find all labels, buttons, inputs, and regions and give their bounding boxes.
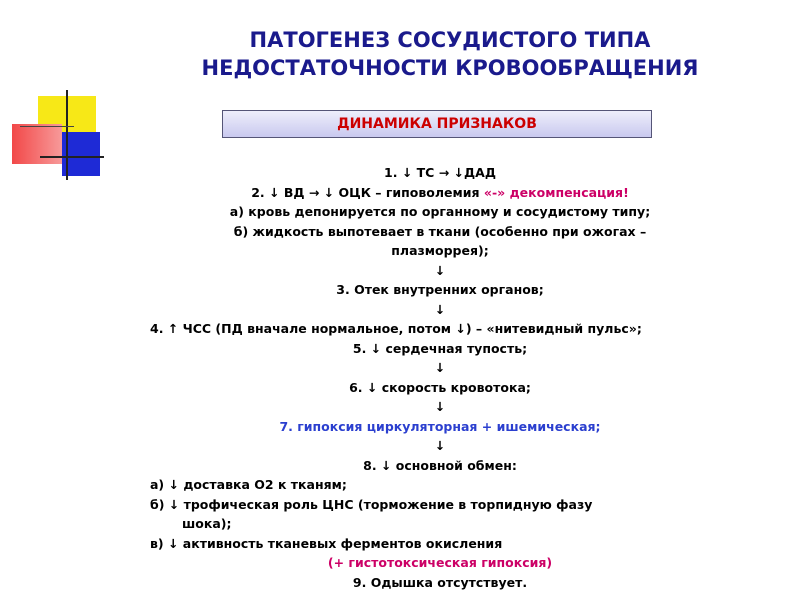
list-item: [150, 456, 730, 476]
page-title: [170, 26, 730, 82]
arrow-down-icon: [150, 397, 730, 417]
list-item-text: 6. ↓ скорость кровотока;: [349, 379, 531, 395]
list-item-text: (+ гистотоксическая гипоксия): [327, 555, 553, 570]
list-item-text: 2. ↓ ВД → ↓ ОЦК – гиповолемия: [251, 184, 484, 200]
list-item-text: плазморрея);: [391, 243, 489, 258]
horizontal-line-upper: [20, 126, 74, 127]
list-item: [150, 241, 730, 261]
list-item: [150, 378, 730, 398]
arrow-down-icon: [150, 358, 730, 378]
list-item-text: 7. гипоксия циркуляторная + ишемическая;: [279, 418, 601, 434]
list-item-text: ↓: [434, 360, 446, 375]
list-item-text: а) ↓ доставка О2 к тканям;: [150, 477, 347, 492]
list-item-text: 8. ↓ основной обмен:: [363, 457, 517, 473]
list-item-text: в) ↓ активность тканевых ферментов окисления: [150, 535, 503, 551]
list-item-text: б) жидкость выпотевает в ткани (особенно при ожогах –: [233, 223, 647, 239]
list-item-text: б) ↓ трофическая роль ЦНС (торможение в торпидную фазу: [150, 496, 593, 512]
title-line-2: НЕДОСТАТОЧНОСТИ КРОВООБРАЩЕНИЯ: [201, 56, 699, 80]
list-item: [150, 553, 730, 573]
title-line-1: ПАТОГЕНЕЗ СОСУДИСТОГО ТИПА: [249, 28, 651, 52]
list-item-text: 5. ↓ сердечная тупость;: [352, 340, 528, 356]
list-item: [150, 339, 730, 359]
red-square: [12, 124, 62, 164]
list-item: [150, 417, 730, 437]
list-item-text: ↓: [434, 301, 446, 317]
list-item-text: ↓: [434, 399, 446, 414]
list-item: [150, 280, 730, 300]
list-item-text: ↓: [434, 262, 446, 278]
list-item: [150, 573, 730, 593]
list-item-text: а) кровь депонируется по органному и сосудистому типу;: [229, 204, 651, 219]
signs-dynamics-list: [150, 163, 730, 592]
list-item: [150, 163, 730, 183]
list-item: [150, 495, 730, 515]
list-item: [150, 475, 730, 495]
arrow-down-icon: [150, 436, 730, 456]
list-item-text: 3. Отек внутренних органов;: [336, 282, 544, 297]
list-item-text: шока);: [182, 516, 232, 531]
list-item: [150, 222, 730, 242]
decorative-squares-logo: [0, 0, 110, 180]
list-item-text: ↓: [434, 438, 446, 453]
vertical-line: [66, 90, 68, 180]
section-subtitle: ДИНАМИКА ПРИЗНАКОВ: [222, 110, 652, 138]
decompensation-note: «-» декомпенсация!: [483, 184, 629, 200]
list-item-text: 1. ↓ ТС → ↓ДАД: [384, 165, 496, 180]
list-item: [150, 183, 730, 203]
list-item: [150, 319, 730, 339]
list-item-text: 9. Одышка отсутствует.: [352, 574, 528, 590]
list-item: [150, 202, 730, 222]
arrow-down-icon: [150, 261, 730, 281]
list-item: [150, 534, 730, 554]
list-item: [150, 514, 730, 534]
horizontal-line: [40, 156, 104, 158]
list-item-text: 4. ↑ ЧСС (ПД вначале нормальное, потом ↓) – «нитевидный пульс»;: [150, 321, 642, 336]
arrow-down-icon: [150, 300, 730, 320]
